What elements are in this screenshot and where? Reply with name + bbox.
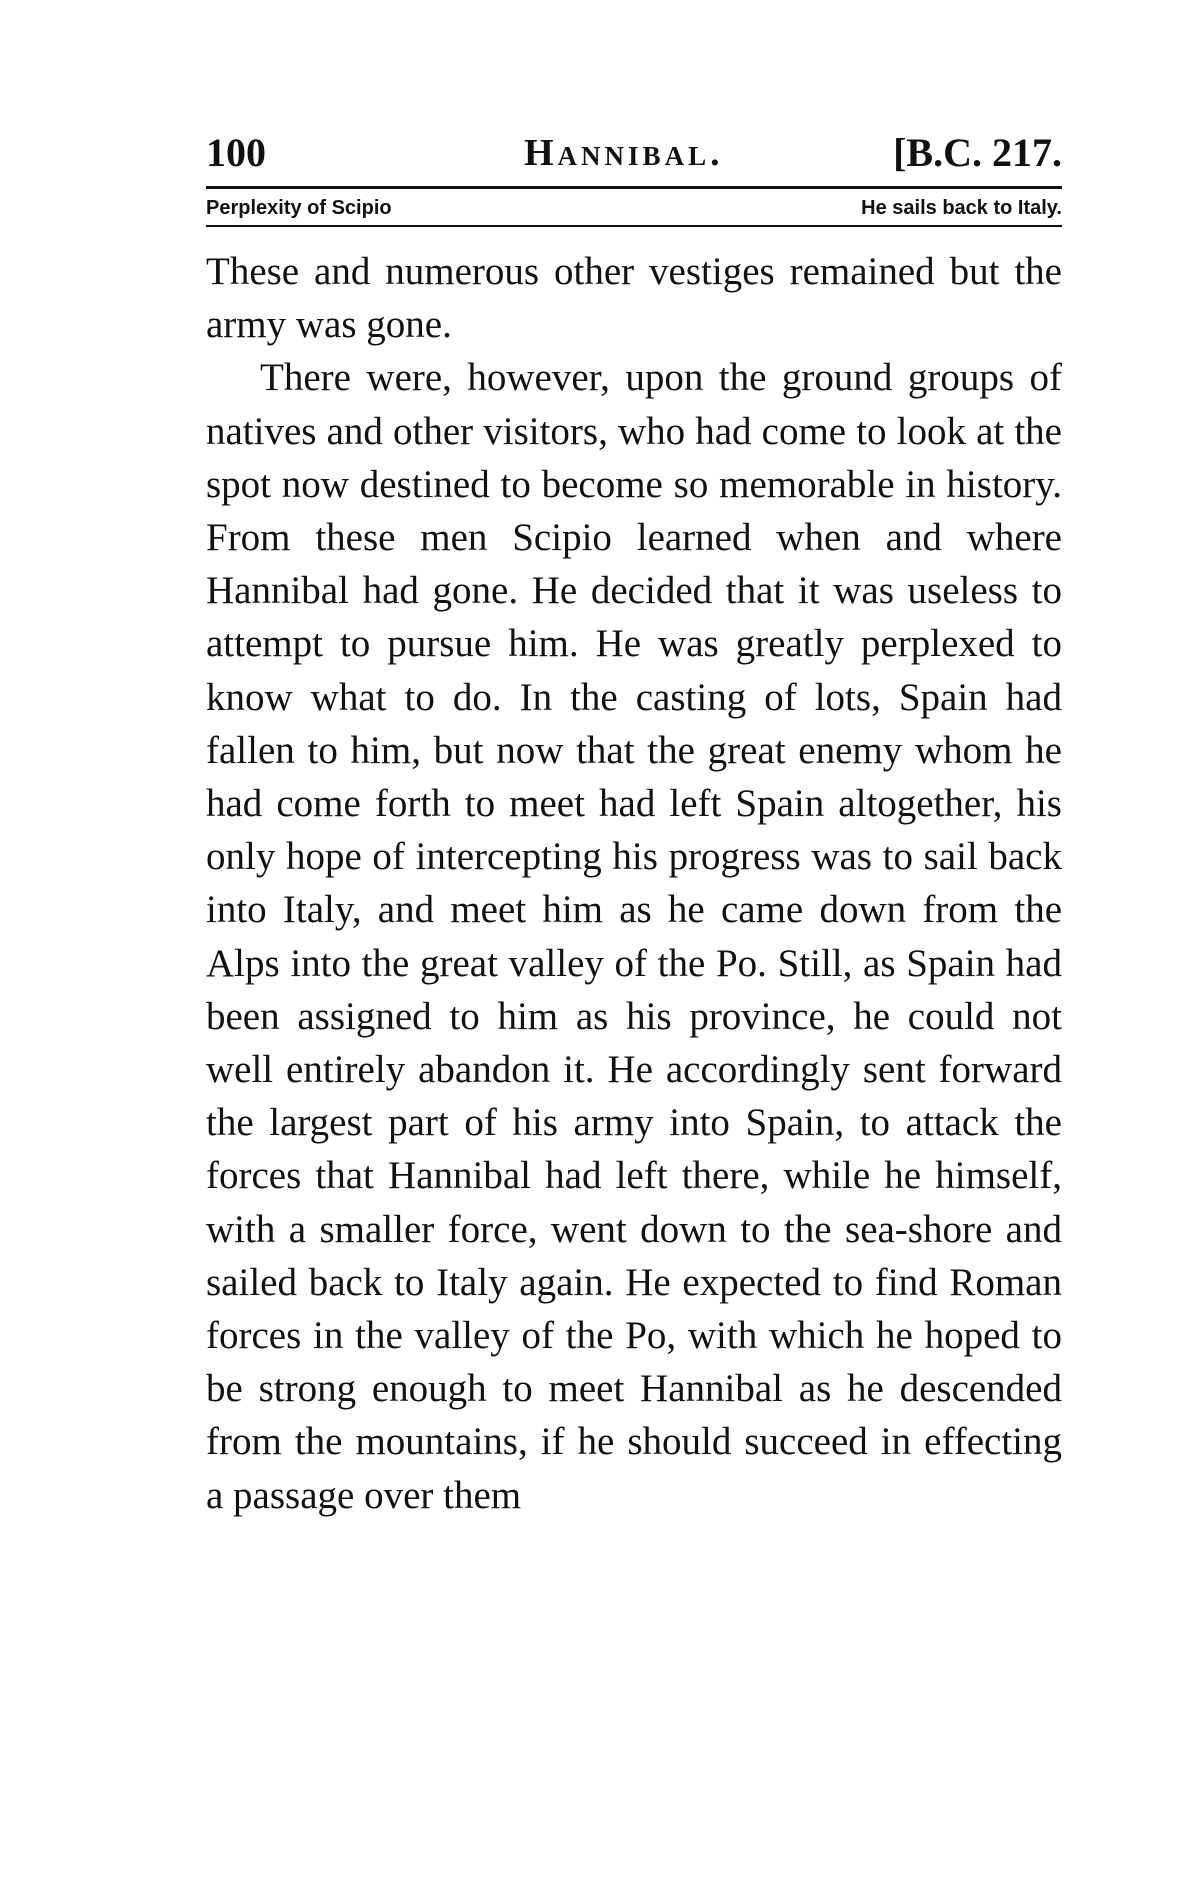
book-title: Hannibal. [524, 132, 724, 174]
paragraph: There were, however, upon the ground groups of natives and other visitors, who had come to look at the spot now destined to become so memorable in history. From these men Scipio learned when and where Hannibal had gone. He decided that it was useless to attempt to pursue him. He was greatly perplexed to know what to do. In the casting of lots, Spain had fallen to him, but now that the great enemy whom he had come forth to meet had left Spain altogether, his only hope of intercepting his progress was to sail back into Italy, and meet him as he came down from the Alps into the great valley of the Po. Still, as Spain had been assigned to him as his province, he could not well entirely abandon it. He accordingly sent forward the largest part of his army into Spain, to attack the forces that Hannibal had left there, while he himself, with a smaller force, went down to the sea-shore and sailed back to Italy again. He expected to find Roman forces in the valley of the Po, with which he hoped to be strong enough to meet Hannibal as he descended from the mountains, if he should succeed in effecting a passage over them [206, 356, 1062, 1517]
running-header [206, 128, 1062, 180]
body-text [206, 245, 1062, 1522]
marginalia-rule [206, 225, 1062, 227]
book-page [206, 128, 1062, 1522]
date-reference: [B.C. 217. [893, 130, 1062, 175]
marginal-headings [206, 189, 1062, 225]
paragraph: These and numerous other vestiges remained but the army was gone. [206, 250, 1062, 347]
marginal-heading-left: Perplexity of Scipio [206, 197, 392, 219]
page-number: 100 [206, 130, 266, 175]
marginal-heading-right: He sails back to Italy. [861, 197, 1062, 219]
